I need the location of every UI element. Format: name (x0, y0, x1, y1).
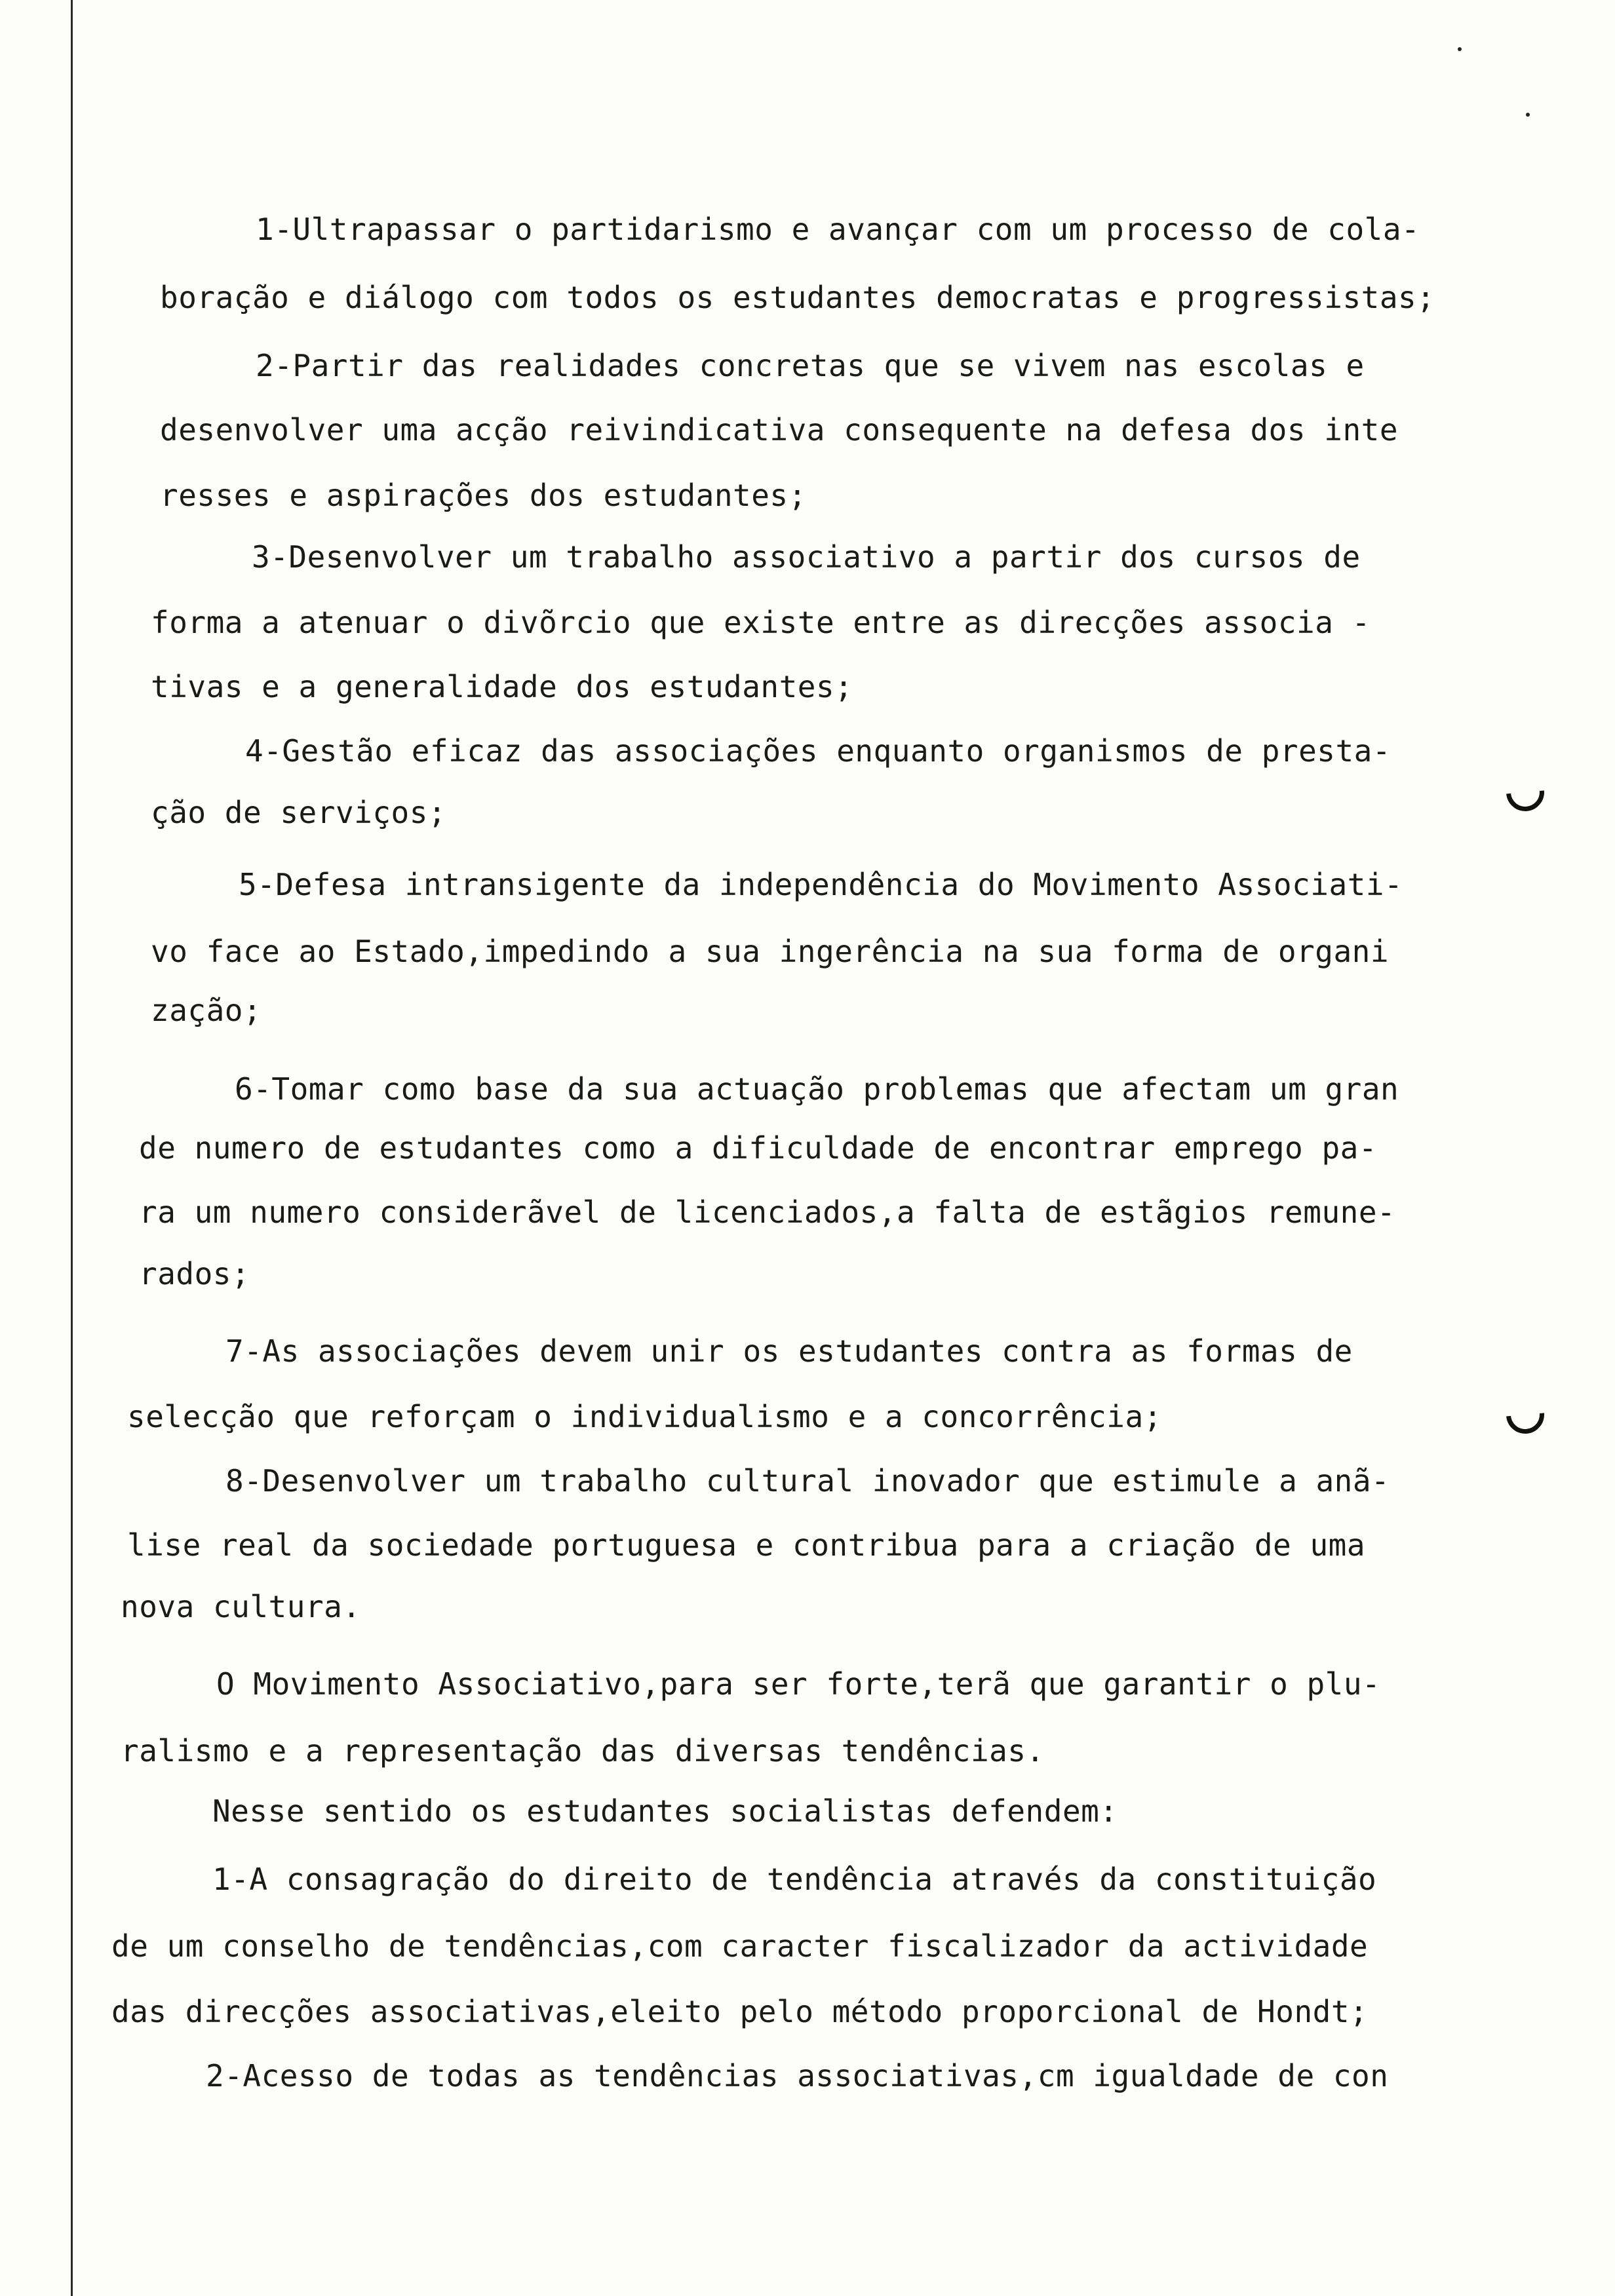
text-line: 2-Partir das realidades concretas que se vivem nas escolas e (256, 348, 1365, 383)
text-line: forma a atenuar o divõrcio que existe entre as direcções associa - (151, 605, 1371, 640)
text-line: 7-As associações devem unir os estudantes contra as formas de (225, 1333, 1353, 1369)
text-line: das direcções associativas,eleito pelo método proporcional de Hondt; (111, 1994, 1369, 2029)
text-line: rados; (139, 1256, 250, 1292)
text-line: de numero de estudantes como a dificuldade de encontrar emprego pa- (139, 1130, 1378, 1166)
text-line: zação; (151, 993, 262, 1028)
speck-icon (1526, 113, 1530, 117)
text-line: boração e diálogo com todos os estudantes democratas e progressistas; (160, 280, 1435, 315)
text-line: 2-Acesso de todas as tendências associativas,cm igualdade de con (206, 2058, 1389, 2094)
text-line: de um conselho de tendências,com caracter fiscalizador da actividade (111, 1928, 1369, 1964)
text-line: O Movimento Associativo,para ser forte,terã que garantir o plu- (216, 1666, 1381, 1702)
text-line: 1-A consagração do direito de tendência através da constituição (212, 1862, 1377, 1897)
text-line: 6-Tomar como base da sua actuação problemas que afectam um gran (235, 1071, 1399, 1107)
text-line: ralismo e a representação das diversas tendências. (121, 1733, 1045, 1769)
text-line: Nesse sentido os estudantes socialistas defendem: (212, 1793, 1118, 1829)
text-line: desenvolver uma acção reivindicativa consequente na defesa dos inte (160, 412, 1399, 448)
text-line: 1-Ultrapassar o partidarismo e avançar com um processo de cola- (256, 212, 1420, 247)
text-line: 3-Desenvolver um trabalho associativo a partir dos cursos de (252, 539, 1361, 575)
text-line: tivas e a generalidade dos estudantes; (151, 669, 853, 704)
speck-icon (1458, 47, 1462, 51)
text-line: 8-Desenvolver um trabalho cultural inovador que estimule a anã- (225, 1463, 1390, 1499)
page-edge-line (71, 0, 73, 2296)
text-line: ra um numero considerãvel de licenciados,a falta de estãgios remune- (139, 1195, 1396, 1230)
text-line: 4-Gestão eficaz das associações enquanto organismos de presta- (245, 733, 1391, 769)
text-line: 5-Defesa intransigente da independência do Movimento Associati- (239, 867, 1403, 902)
text-line: selecção que reforçam o individualismo e a concorrência; (127, 1399, 1162, 1434)
text-line: resses e aspirações dos estudantes; (160, 478, 807, 513)
text-line: vo face ao Estado,impedindo a sua ingerência na sua forma de organi (151, 934, 1390, 969)
text-line: nova cultura. (121, 1589, 361, 1624)
text-line: ção de serviços; (151, 795, 447, 830)
text-line: lise real da sociedade portuguesa e contribua para a criação de uma (127, 1527, 1366, 1563)
margin-mark-icon (1498, 765, 1552, 819)
margin-mark-icon (1498, 1388, 1552, 1442)
